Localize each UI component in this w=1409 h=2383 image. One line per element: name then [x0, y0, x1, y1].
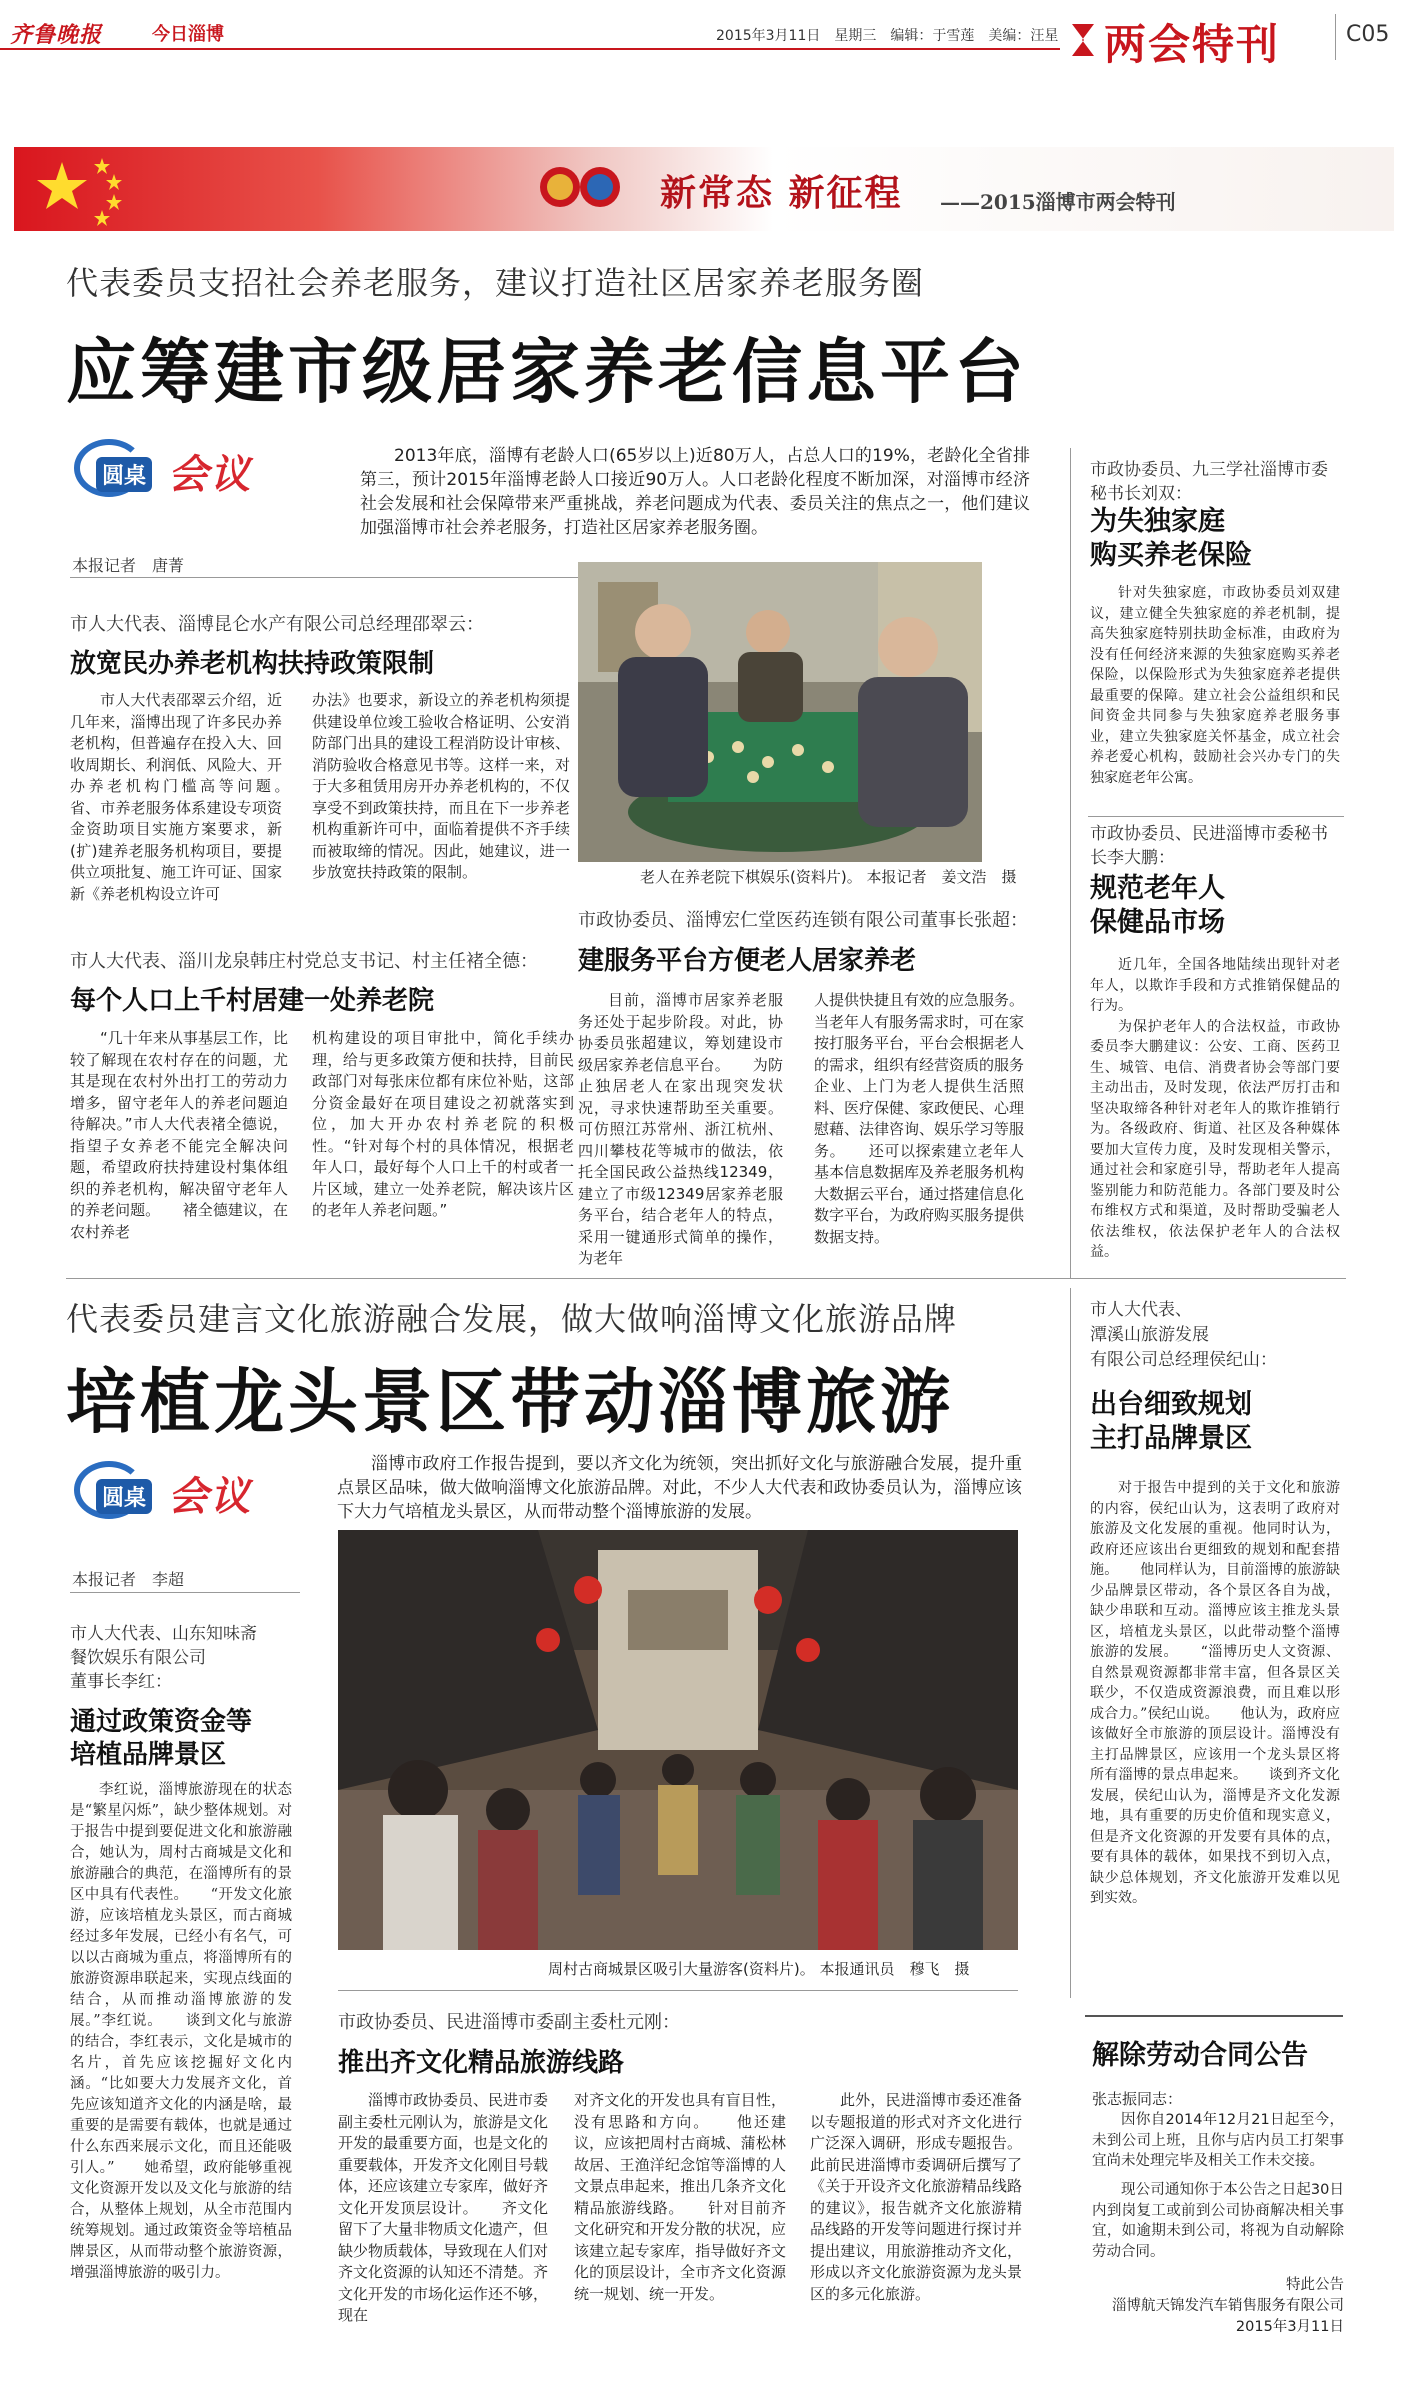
column-rule	[1070, 448, 1071, 1278]
photo-elders-chess	[578, 562, 982, 862]
right2-kicker: 市政协委员、民进淄博市委秘书长李大鹏：	[1090, 824, 1328, 868]
right2-body-p1: 近几年，全国各地陆续出现针对老年人，以欺诈手段和方式推销保健品的行为。	[1090, 957, 1340, 1014]
right1-head-line1: 为失独家庭	[1090, 506, 1225, 537]
photo1-caption: 老人在养老院下棋娱乐(资料片)。 本报记者 姜文浩 摄	[640, 868, 1017, 886]
section1-head: 放宽民办养老机构扶持政策限制	[70, 649, 435, 679]
masthead-logo: 齐鲁晚报	[10, 22, 103, 48]
notice-paragraph1: 因你自2014年12月21日起至今，未到公司上班，且你与店内员工打架事宜尚未处理完毕及相关工作未交接。	[1092, 2112, 1344, 2169]
edition-name: 今日淄博	[152, 24, 224, 45]
notice-paragraph2: 现公司通知你于本公告之日起30日内到岗复工或前到公司协商解决相关事宜，如逾期未到公司，将视为自动解除劳动合同。	[1092, 2182, 1344, 2260]
banner-title: 新常态 新征程	[660, 172, 903, 214]
notice-date: 2015年3月11日	[1235, 2319, 1344, 2335]
notice-rule	[1085, 2015, 1343, 2017]
divider	[338, 1990, 1018, 1991]
divider	[70, 1592, 300, 1593]
left-body: 李红说，淄博旅游现在的状态是“繁星闪烁”，缺少整体规划。对于报告中提到要促进文化和旅游融合，她认为，周村古商城是文化和旅游融合的典范，在淄博所有的景区中具有代表性。 “开发文化旅游，应该培植龙头景区，而古商城经过多年发展，已经小有名气，可以以古商城为重点，将淄博所有的旅游资源串联起来，实现点线面的结合，从而推动淄博旅游的发展。”李红说。 谈到文化与旅游的结合，李红表示，文化是城市的名片，首先应该挖掘好文化内涵。“比如要大力发展齐文化，首先应该知道齐文化的内涵是啥，最重要的是需要有载体，也就是通过什么东西来展示文化，而且还能吸引人。” 她希望，政府能够重视文化资源开发以及文化与旅游的结合，从整体上规划，从全市范围内统筹规划。通过政策资金等培植品牌景区，从而带动整个旅游资源，增强淄博旅游的吸引力。	[70, 1782, 292, 2281]
emblem-icon	[540, 162, 620, 212]
right3-head-line1: 出台细致规划	[1090, 1389, 1252, 1420]
banner-subtitle: ——2015淄博市两会特刊	[940, 190, 1176, 214]
section4-col3: 此外，民进淄博市委还准备以专题报道的形式对齐文化进行广泛深入调研，形成专题报告。此前民进淄博市委调研后撰写了《关于开设齐文化旅游精品线路的建议》，报告就齐文化旅游精品线路的开发等问题进行探讨并提出建议，用旅游推动齐文化，形成以齐文化旅游资源为龙头景区的多元化旅游。	[810, 2091, 1022, 2303]
roundtable-logo	[68, 1455, 278, 1525]
special-logo-icon	[1068, 20, 1098, 58]
section3-col1: 目前，淄博市居家养老服务还处于起步阶段。对此，协协委员张超建议，筹划建设市级居家养老信息平台。 为防止独居老人在家出现突发状况，寻求快速帮助至关重要。可仿照江苏常州、浙江杭州、四川攀枝花等城市的做法，依托全国民政公益热线12349，建立了市级12349居家养老服务平台，结合老年人的特点，采用一键通形式简单的操作，为老年	[578, 991, 783, 1267]
divider	[1088, 816, 1344, 817]
page-number: C05	[1346, 22, 1390, 47]
section4-col1: 淄博市政协委员、民进市委副主委杜元刚认为，旅游是文化开发的最重要方面，也是文化的重要载体，开发齐文化刚目号载体，还应该建立专家库，做好齐文化开发顶层设计。 齐文化留下了大量非物质文化遗产，但缺少物质载体，导致现在人们对齐文化资源的认知还不清楚。齐文化开发的市场化运作还不够，现在	[338, 2091, 549, 2324]
right1-head-line2: 购买养老保险	[1090, 540, 1252, 571]
right3-head	[1090, 1388, 1252, 1456]
article2-reporter: 本报记者 李超	[72, 1570, 185, 1589]
article1-intro: 2013年底，淄博有老龄人口(65岁以上)近80万人，占总人口的19%，老龄化全省排第三，预计2015年淄博老龄人口接近90万人。人口老龄化程度不断加深，对淄博市经济社会发展和社会保障带来严重挑战，养老问题成为代表、委员关注的焦点之一，他们建议加强淄博市社会养老服务，打造社区居家养老服务圈。	[360, 446, 1030, 538]
section1-col1: 市人大代表邵翠云介绍，近几年来，淄博出现了许多民办养老机构，但普遍存在投入大、回收周期长、利润低、风险大、开办养老机构门槛高等问题。 省、市养老服务体系建设专项资金资助项目实施方案要求，新(扩)建养老服务机构项目，要提供立项批复、施工许可证、国家新《养老机构设立许可	[70, 691, 313, 903]
section2-kicker: 市人大代表、淄川龙泉韩庄村党总支书记、村主任褚全德：	[70, 951, 538, 972]
article-divider	[66, 1278, 1346, 1279]
right3-kicker-line1: 市人大代表、	[1090, 1300, 1192, 1320]
roundtable-label: 圆桌	[96, 1479, 152, 1514]
section4-kicker: 市政协委员、民进淄博市委副主委杜元刚：	[338, 2012, 680, 2033]
section1-col2: 办法》也要求，新设立的养老机构须提供建设单位竣工验收合格证明、公安消防部门出具的建设工程消防设计审核、消防验收合格意见书等。这样一来，对于大多租赁用房开办养老机构的，不仅享受不到政策扶持，而且在下一步养老机构重新许可中，面临着提供不齐手续而被取缔的情况。因此，她建议，进一步放宽扶持政策的限制。	[312, 691, 570, 881]
section2-col1: “几十年来从事基层工作，比较了解现在农村存在的问题，尤其是现在农村外出打工的劳动力增多，留守老年人的养老问题迫待解决。”市人大代表褚全德说，指望子女养老不能完全解决问题，希望政府扶持建设村集体组织的养老机构，解决留守老年人的养老问题。 褚全德建议，在农村养老	[70, 1029, 288, 1241]
left-head	[70, 1706, 252, 1772]
right1-kicker: 市政协委员、九三学社淄博市委秘书长刘双：	[1090, 460, 1328, 504]
right2-body	[1090, 955, 1340, 1275]
right1-body: 针对失独家庭，市政协委员刘双建议，建立健全失独家庭的养老机制，提高失独家庭特别扶助金标准，由政府为没有任何经济来源的失独家庭购买养老保险，以保险形式为失独家庭养老提供最重要的保障。建立社会公益组织和民间资金共同参与失独家庭养老服务事业，建立失独家庭关怀基金，成立社会养老爱心机构，鼓励社会兴办专门的失独家庭老年公寓。	[1090, 585, 1340, 786]
article2-headline: 培植龙头景区带动淄博旅游	[66, 1360, 954, 1443]
notice-addressee: 张志振同志：	[1092, 2090, 1183, 2108]
section2-col2: 机构建设的项目审批中，简化手续办理，给与更多政策方便和扶持，目前民政部门对每张床位都有床位补贴，这部分资金最好在项目建设之初就落实到位，加大开办农村养老院的积极性。“针对每个村的具体情况，根据老年人口，最好每个人口上千的村或者一片区域，建立一处养老院，解决该片区的老年人养老问题。”	[312, 1029, 574, 1219]
notice-company: 淄博航天锦发汽车销售服务有限公司	[1112, 2298, 1344, 2314]
section4-head: 推出齐文化精品旅游线路	[338, 2048, 625, 2078]
photo2-caption: 周村古商城景区吸引大量游客(资料片)。 本报通讯员 穆飞 摄	[548, 1960, 970, 1978]
section3-col2: 人提供快捷且有效的应急服务。当老年人有服务需求时，可在家按打服务平台，平台会根据老人的需求，组织有经营资质的服务企业、上门为老人提供生活照料、医疗保健、家政便民、心理慰藉、法律咨询、娱乐学习等服务。 还可以探索建立老年人基本信息数据库及养老服务机构大数据云平台，通过搭建信息化数字平台，为政府购买服务提供数据支持。	[814, 991, 1025, 1246]
flag-stars-icon	[22, 150, 172, 230]
roundtable-title: 会议	[168, 1473, 252, 1520]
dateline: 2015年3月11日 星期三 编辑：于雪莲 美编：汪星	[716, 28, 1059, 44]
header-rule	[0, 48, 1060, 50]
column-rule	[1070, 1288, 1071, 1998]
section3-head: 建服务平台方便老人居家养老	[578, 946, 917, 976]
left-head-line1: 通过政策资金等	[70, 1707, 253, 1737]
section1-kicker: 市人大代表、淄博昆仑水产有限公司总经理邵翠云：	[70, 614, 484, 635]
page-separator	[1335, 14, 1336, 60]
roundtable-title: 会议	[168, 451, 252, 498]
right2-head	[1090, 872, 1225, 940]
right3-kicker-line3: 有限公司总经理侯纪山：	[1090, 1350, 1277, 1370]
roundtable-logo	[68, 433, 278, 503]
left-kicker-line1: 市人大代表、山东知味斋	[70, 1624, 257, 1644]
left-kicker	[70, 1622, 257, 1694]
right3-head-line2: 主打品牌景区	[1090, 1423, 1252, 1454]
section4-col2: 对齐文化的开发也具有盲目性，没有思路和方向。 他还建议，应该把周村古商城、蒲松林故居、王渔洋纪念馆等淄博的人文景点串起来，推出几条齐文化精品旅游线路。 针对目前齐文化研究和开发分散的状况，应该建立起专家库，指导做好齐文化的顶层设计，全市齐文化资源统一规划、统一开发。	[574, 2091, 786, 2303]
left-kicker-line3: 董事长李红：	[70, 1672, 172, 1692]
article1-kicker: 代表委员支招社会养老服务，建议打造社区居家养老服务圈	[66, 264, 925, 302]
right2-body-p2: 为保护老年人的合法权益，市政协委员李大鹏建议：公安、工商、医药卫生、城管、电信、消费者协会等部门要主动出击，及时发现，依法严厉打击和坚决取缔各种针对老年人的欺诈推销行为。各级政府、街道、社区及各种媒体要加大宣传力度，及时发现相关警示，通过社会和家庭引导，帮助老年人提高鉴别能力和防范能力。各部门要及时公布维权方式和渠道，及时帮助受骗老人依法维权，依法保护老年人的合法权益。	[1090, 1018, 1340, 1260]
right2-head-line2: 保健品市场	[1090, 907, 1225, 938]
right1-head	[1090, 505, 1252, 573]
divider	[70, 577, 580, 578]
article2-intro: 淄博市政府工作报告提到，要以齐文化为统领，突出抓好文化与旅游融合发展，提升重点景区品味，做大做响淄博文化旅游品牌。对此，不少人大代表和政协委员认为，淄博应该下大力气培植龙头景区，从而带动整个淄博旅游的发展。	[337, 1454, 1022, 1522]
right3-kicker-line2: 潭溪山旅游发展	[1090, 1325, 1209, 1345]
roundtable-label: 圆桌	[96, 457, 152, 492]
notice-closing: 特此公告	[1286, 2277, 1344, 2293]
article1-headline: 应筹建市级居家养老信息平台	[66, 330, 1028, 413]
right3-kicker	[1090, 1298, 1277, 1373]
left-kicker-line2: 餐饮娱乐有限公司	[70, 1648, 206, 1668]
right2-head-line1: 规范老年人	[1090, 873, 1225, 904]
article1-reporter: 本报记者 唐菁	[72, 556, 185, 575]
section2-head: 每个人口上千村居建一处养老院	[70, 986, 435, 1016]
photo-ancient-town-crowd	[338, 1530, 1018, 1950]
special-edition-title: 两会特刊	[1104, 20, 1281, 69]
notice-title: 解除劳动合同公告	[1092, 2040, 1308, 2071]
section3-kicker: 市政协委员、淄博宏仁堂医药连锁有限公司董事长张超：	[578, 910, 1028, 931]
left-head-line2: 培植品牌景区	[70, 1740, 227, 1770]
article2-kicker: 代表委员建言文化旅游融合发展，做大做响淄博文化旅游品牌	[66, 1300, 958, 1338]
right3-body: 对于报告中提到的关于文化和旅游的内容，侯纪山认为，这表明了政府对旅游及文化发展的重视。他同时认为，政府还应该出台更细致的规划和配套措施。 他同样认为，目前淄博的旅游缺少品牌景区带动，各个景区各自为战，缺少串联和互动。淄博应该主推龙头景区，培植龙头景区，以此带动整个淄博旅游的发展。 “淄博历史人文资源、自然景观资源都非常丰富，但各景区关联少，不仅造成资源浪费，而且难以形成合力。”侯纪山说。 他认为，政府应该做好全市旅游的顶层设计。淄博没有主打品牌景区，应该用一个龙头景区将所有淄博的景点串起来。 谈到齐文化发展，侯纪山认为，淄博是齐文化发源地，具有重要的历史价值和现实意义，但是齐文化资源的开发要有具体的点，要有具体的载体，如果找不到切入点，缺少总体规划，齐文化旅游开发难以见到实效。	[1090, 1480, 1340, 1906]
